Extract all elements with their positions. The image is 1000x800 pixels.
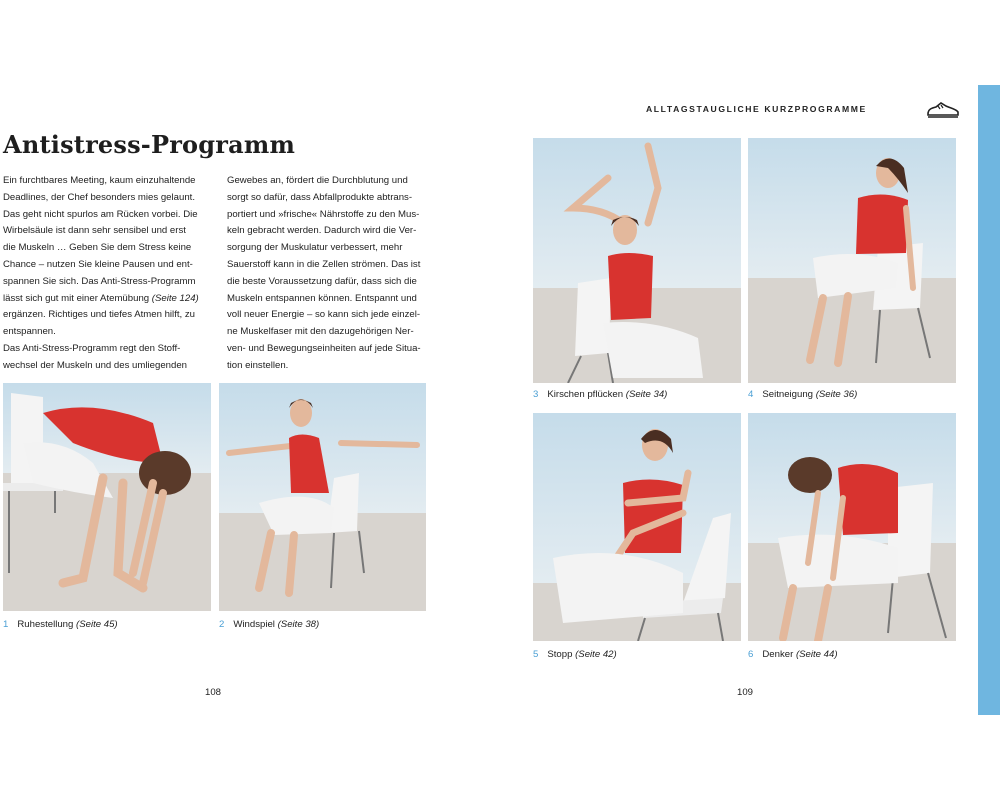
text-line: voll neuer Energie – so kann sich jede einzel- [227,309,421,321]
caption-ref: (Seite 36) [815,389,858,400]
text-line: Muskeln entspannen können. Entspannt und [227,292,417,304]
text-line: spannen Sie sich. Das Anti-Stress-Programm [3,275,196,287]
caption-number: 6 [748,649,754,660]
caption-5 [533,649,617,660]
text-line: sorgt so dafür, dass Abfallprodukte abtrans- [227,191,413,203]
text-line: Gewebes an, fördert die Durchblutung und [227,175,408,186]
page-title: Antistress-Programm [3,130,296,159]
caption-name: Kirschen pflücken [547,389,624,400]
text-line: tion einstellen. [227,359,289,371]
caption-ref: (Seite 34) [625,389,668,400]
exercise-photo-5 [533,413,741,641]
page-number-right: 109 [737,687,754,698]
page-reference: (Seite 124) [151,292,199,304]
exercise-photo-6 [748,413,956,641]
text-line: Das Anti-Stress-Programm regt den Stoff- [3,342,181,354]
caption-ref: (Seite 44) [795,649,838,660]
text-column-2 [227,173,421,375]
text-line: Deadlines, der Chef besonders mies gelaunt. [3,191,195,203]
text-line: die beste Voraussetzung dafür, dass sich die [227,275,417,287]
text-line: portiert und »frische« Nährstoffe zu den Mus- [227,208,420,220]
caption-name: Seitneigung [762,389,814,400]
text-line: Sauerstoff kann in die Zellen strömen. Das ist [227,258,421,270]
text-line: ven- und Bewegungseinheiten auf jede Situa- [227,342,421,354]
caption-2 [219,619,319,630]
exercise-photo-4 [748,138,956,383]
caption-number: 3 [533,389,539,400]
caption-ref: (Seite 38) [277,619,320,630]
text-line: lässt sich gut mit einer Atemübung (Seite 124) [3,292,199,304]
chapter-sidebar-bar [978,85,1000,715]
text-line: Chance – nutzen Sie kleine Pausen und ent- [3,258,193,270]
caption-name: Stopp [547,649,573,660]
text-line: Das geht nicht spurlos am Rücken vorbei. Die [3,208,198,220]
text-line: ne Muskelfaser mit den dazugehörigen Ner- [227,326,414,338]
caption-4 [748,389,857,400]
text-line: Ein furchtbares Meeting, kaum einzuhaltende [3,175,196,186]
caption-name: Ruhestellung [17,619,74,630]
caption-ref: (Seite 45) [76,619,118,630]
text-line: wechsel der Muskeln und des umliegenden [3,359,187,371]
text-line: Wirbelsäule ist dann sehr sensibel und erst [3,225,186,237]
exercise-photo-3 [533,138,741,383]
text-line: ergänzen. Richtiges und tiefes Atmen hilft, zu [3,309,195,321]
caption-ref: (Seite 42) [575,649,617,660]
caption-3 [533,389,667,400]
caption-number: 1 [3,619,9,630]
text-line: sorgung der Muskulatur verbessert, mehr [227,242,403,254]
shoe-icon [926,100,960,120]
section-header: ALLTAGSTAUGLICHE KURZPROGRAMME [646,104,867,114]
caption-number: 5 [533,649,539,660]
caption-name: Windspiel [233,619,275,630]
caption-number: 2 [219,619,225,630]
text-column-1 [3,173,199,375]
exercise-photo-2 [219,383,426,611]
caption-6 [748,649,838,660]
caption-1 [3,619,118,630]
text-line: die Muskeln … Geben Sie dem Stress keine [3,242,192,254]
page-number-left: 108 [205,687,222,698]
text-line: keln gebracht werden. Dadurch wird die Ver- [227,225,417,237]
text-line: entspannen. [3,326,56,338]
caption-number: 4 [748,389,754,400]
exercise-photo-1 [3,383,211,611]
caption-name: Denker [762,649,794,660]
